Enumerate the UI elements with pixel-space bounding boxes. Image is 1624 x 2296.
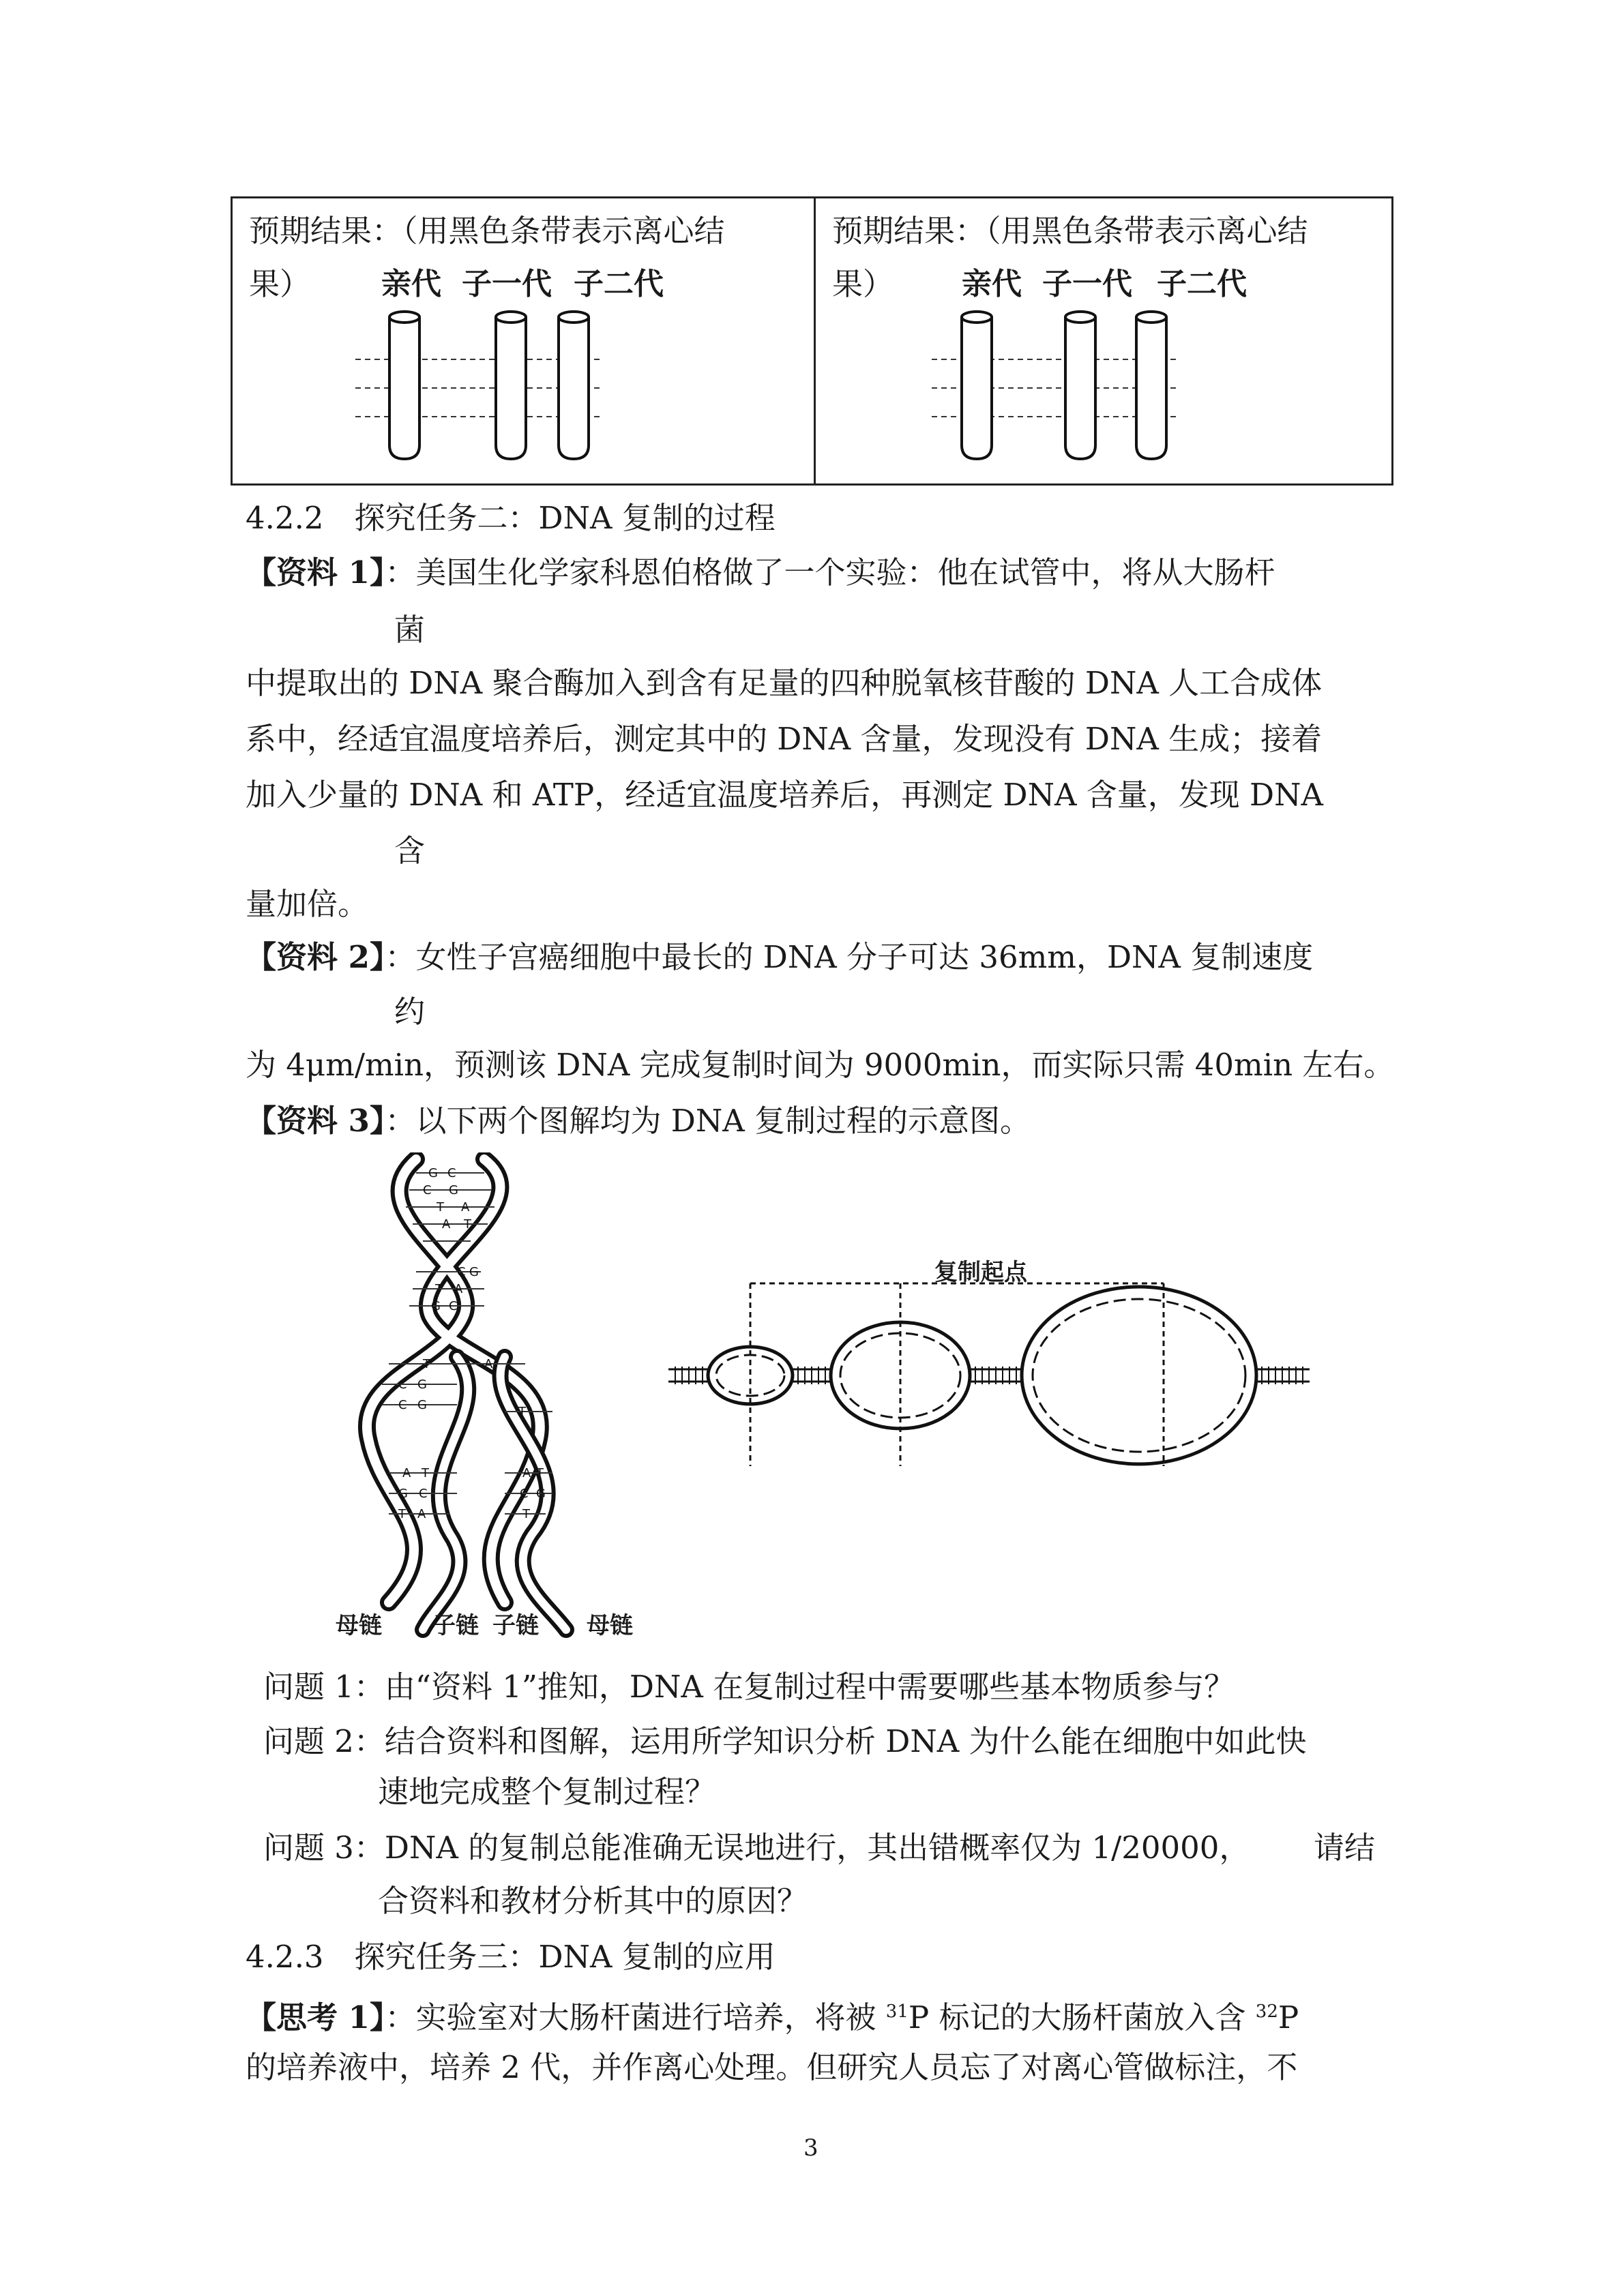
material3-line1 [246,1101,1031,1142]
svg-text:T: T [422,1466,429,1480]
prediction-text-line2: 果） [832,266,894,302]
gen-label-parent: 亲代 [381,267,441,301]
material3-text: ：以下两个图解均为 DNA 复制过程的示意图。 [385,1103,1031,1139]
svg-text:G: G [449,1183,458,1197]
material1-line1 [246,552,1275,593]
material1-line5: 量加倍。 [246,886,369,922]
tube-f1 [1065,312,1095,459]
material2-line1b: 约 [394,994,426,1030]
tube-f2 [559,312,589,459]
prediction-cell-left [233,198,814,483]
svg-text:A: A [461,1200,470,1214]
dna-helix-figure [327,1152,655,1643]
material2-tag: 【资料 2】 [246,939,385,975]
svg-text:A: A [454,1282,463,1296]
gen-label-f2: 子二代 [574,267,664,301]
tube-parent [389,312,419,459]
svg-text:A: A [522,1466,531,1480]
material2-text: ：女性子宫癌细胞中最长的 DNA 分子可达 36mm，DNA 复制速度 [385,939,1314,975]
material1-line4b: 含 [394,833,426,869]
material3-tag: 【资料 3】 [246,1103,385,1139]
gen-label-f2: 子二代 [1157,267,1247,301]
centrifuge-tubes-diagram [355,301,601,471]
label-daughter-strand-left: 子链 [432,1612,479,1639]
svg-text:G: G [536,1487,546,1501]
svg-text:G: G [431,1299,441,1313]
material1-text: ：美国生化学家科恩伯格做了一个实验：他在试管中，将从大肠杆 [385,554,1275,591]
material2-line1 [246,937,1313,978]
think1-text-b: P 标记的大肠杆菌放入含 [908,1999,1256,2036]
prediction-text-line1: 预期结果：（用黑色条带表示离心结 [249,213,725,249]
svg-text:A: A [442,1217,451,1232]
question-3-line2: 合资料和教材分析其中的原因？ [378,1883,808,1919]
question-3-line1-tail: 请结 [1314,1830,1376,1866]
question-3-line1: 问题 3：DNA 的复制总能准确无误地进行，其出错概率仅为 1/20000， [263,1830,1250,1866]
think1-tag: 【思考 1】 [246,1999,385,2036]
svg-text:T: T [518,1405,526,1419]
tube-f1 [496,312,526,459]
prediction-text-line2: 果） [249,266,311,302]
question-2-line2: 速地完成整个复制过程？ [378,1774,716,1810]
think1-text-a: ：实验室对大肠杆菌进行培养，将被 [385,1999,886,2036]
tube-parent [962,312,992,459]
think1-line1 [246,1991,1299,2038]
svg-text:C: C [520,1487,529,1501]
svg-text:C: C [398,1377,407,1392]
material1-line4: 加入少量的 DNA 和 ATP，经适宜温度培养后，再测定 DNA 含量，发现 DNA [246,777,1324,813]
label-replication-origin: 复制起点 [934,1259,1027,1286]
label-mother-strand-left: 母链 [336,1612,382,1639]
svg-text:T: T [398,1507,406,1521]
think1-line2: 的培养液中，培养 2 代，并作离心处理。但研究人员忘了对离心管做标注，不 [246,2049,1298,2085]
question-1: 问题 1：由“资料 1”推知，DNA 在复制过程中需要哪些基本物质参与？ [263,1669,1235,1705]
page-number: 3 [803,2134,818,2162]
think1-text-c: P [1278,1999,1299,2036]
material1-line3: 系中，经适宜温度培养后，测定其中的 DNA 含量，发现没有 DNA 生成；接着 [246,721,1323,757]
svg-text:C: C [447,1166,456,1180]
svg-text:T: T [435,1282,443,1296]
svg-text:A: A [417,1507,426,1521]
gen-label-parent: 亲代 [962,267,1022,301]
material1-line2: 中提取出的 DNA 聚合酶加入到含有足量的四种脱氧核苷酸的 DNA 人工合成体 [246,665,1323,701]
centrifuge-tubes-diagram [932,301,1177,471]
svg-text:A: A [484,1357,493,1371]
svg-text:G: G [469,1265,479,1279]
material1-tag: 【资料 1】 [246,554,385,591]
svg-text:T: T [437,1200,444,1214]
svg-text:T: T [536,1466,544,1480]
question-2-line1: 问题 2：结合资料和图解，运用所学知识分析 DNA 为什么能在细胞中如此快 [263,1723,1307,1759]
svg-text:T: T [464,1217,471,1232]
isotope-31: 31 [885,2001,909,2022]
svg-text:C: C [457,1265,466,1279]
gen-label-f1: 子一代 [462,267,552,301]
prediction-cell-right [816,198,1397,483]
svg-text:T: T [423,1357,430,1371]
svg-text:G: G [428,1166,438,1180]
prediction-text-line1: 预期结果：（用黑色条带表示离心结 [832,213,1308,249]
svg-text:C: C [449,1299,458,1313]
label-daughter-strand-right: 子链 [492,1612,539,1639]
svg-text:C: C [398,1398,407,1412]
gen-label-f1: 子一代 [1042,267,1132,301]
svg-text:C: C [419,1487,428,1501]
svg-text:G: G [417,1377,427,1392]
section-heading-422: 4.2.2 探究任务二：DNA 复制的过程 [246,500,776,536]
tube-f2 [1136,312,1166,459]
material1-line1b: 菌 [394,612,426,648]
svg-text:G: G [417,1398,427,1412]
svg-text:C: C [423,1183,432,1197]
material2-line2: 为 4μm/min，预测该 DNA 完成复制时间为 9000min，而实际只需 40min 左右。 [246,1047,1395,1083]
isotope-32: 32 [1255,2001,1278,2022]
svg-text:A: A [402,1466,411,1480]
prediction-table [231,196,1393,486]
unreplicated-dna-ticks [675,1367,1303,1384]
svg-text:T: T [522,1507,530,1521]
section-heading-423: 4.2.3 探究任务三：DNA 复制的应用 [246,1939,776,1975]
label-mother-strand-right: 母链 [587,1612,633,1639]
svg-text:G: G [398,1487,408,1501]
